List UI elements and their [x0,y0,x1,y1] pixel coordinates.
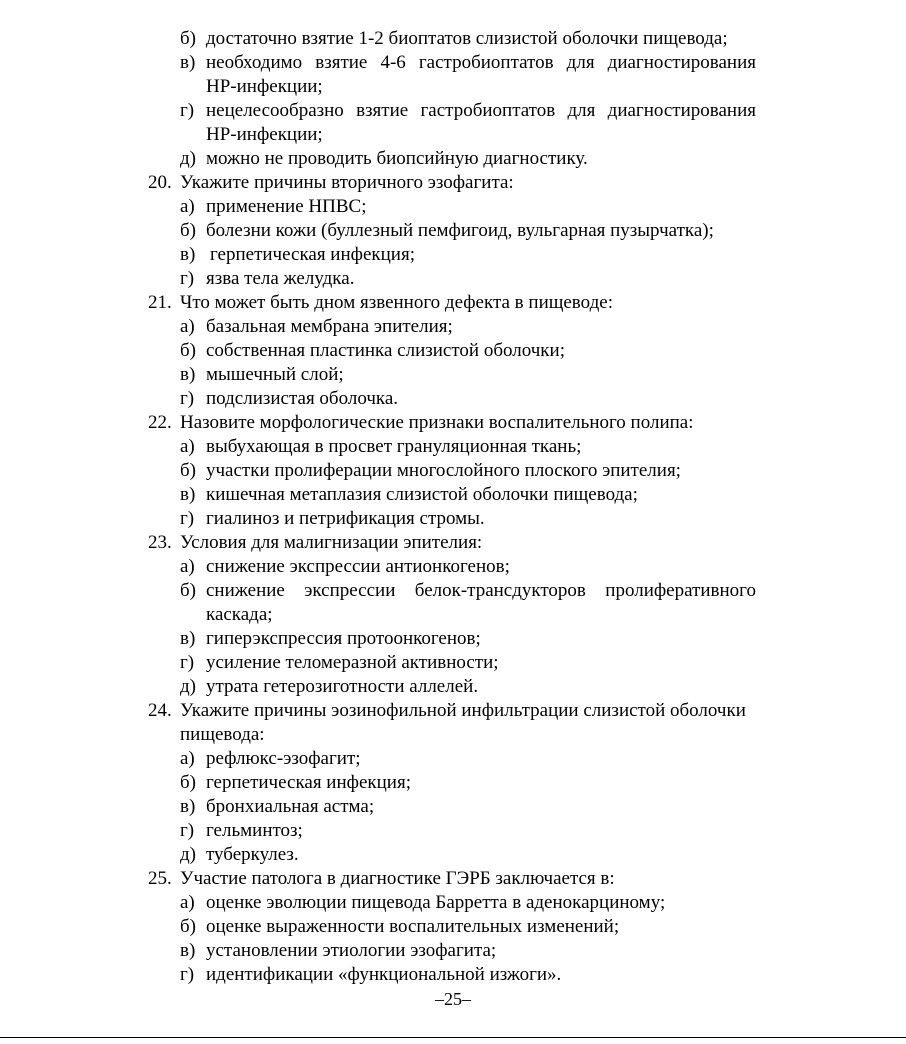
option-continuation [206,75,323,99]
question-text: пищевода: [180,724,265,745]
option-text: подслизистая оболочка. [206,388,399,409]
option-letter: г) [180,100,195,121]
option-text: достаточно взятие 1-2 биоптатов слизистой оболочки пищевода; [206,28,728,49]
option-line [180,99,756,123]
option-letter: б) [180,772,196,793]
option-letter: в) [180,484,196,505]
option-letter: б) [180,460,196,481]
option-text: герпетическая инфекция; [210,244,415,265]
option-letter: г) [180,388,195,409]
question-text: Укажите причины эозинофильной инфильтрации слизистой оболочки [180,700,746,721]
option-text: туберкулез. [206,844,299,865]
option-letter: г) [180,508,195,529]
option-letter: а) [180,556,195,577]
option-text: утрата гетерозиготности аллелей. [206,676,479,697]
question-line [148,171,514,195]
option-text: участки пролиферации многослойного плоского эпителия; [206,460,681,481]
option-continuation [206,123,323,147]
option-line [180,435,581,459]
option-text: необходимо взятие 4-6 гастробиоптатов для диагностирования [206,52,756,73]
option-letter: а) [180,748,195,769]
option-text: мышечный слой; [206,364,344,385]
bottom-rule [0,1037,906,1038]
question-line [148,699,746,723]
question-text: Условия для малигнизации эпителия: [180,532,483,553]
option-text: гиалиноз и петрификация стромы. [206,508,485,529]
option-line [180,483,638,507]
option-letter: в) [180,364,196,385]
option-letter: б) [180,340,196,361]
question-number: 23. [148,532,172,553]
question-text: Назовите морфологические признаки воспалительного полипа: [180,412,694,433]
option-text: герпетическая инфекция; [206,772,411,793]
option-text: гиперэкспрессия протоонкогенов; [206,628,481,649]
option-text: идентификации «функциональной изжоги». [206,964,562,985]
question-number: 20. [148,172,172,193]
option-text: рефлюкс-эзофагит; [206,748,361,769]
question-number: 25. [148,868,172,889]
option-line [180,219,714,243]
option-text: нецелесообразно взятие гастробиоптатов для диагностирования [206,100,756,121]
option-text: кишечная метаплазия слизистой оболочки пищевода; [206,484,638,505]
option-letter: г) [180,820,195,841]
option-text: применение НПВС; [206,196,367,217]
question-number: 21. [148,292,172,313]
option-line [180,267,354,291]
option-letter: в) [180,52,196,73]
option-letter: а) [180,892,195,913]
option-letter: а) [180,436,195,457]
option-line [180,843,299,867]
option-letter: в) [180,628,196,649]
option-letter: б) [180,220,196,241]
option-line [180,771,411,795]
option-line [180,315,453,339]
option-letter: д) [180,676,196,697]
question-number: 24. [148,700,172,721]
option-text: гельминтоз; [206,820,303,841]
option-letter: а) [180,316,195,337]
option-letter: д) [180,148,196,169]
option-letter: б) [180,28,196,49]
option-line [180,507,485,531]
question-line [148,291,613,315]
option-line [180,939,496,963]
question-line [148,411,694,435]
option-text: снижение экспрессии белок-трансдукторов пролиферативного [206,580,756,601]
page-number: –25– [435,989,471,1009]
option-text: выбухающая в просвет грануляционная ткань; [206,436,582,457]
question-text: Что может быть дном язвенного дефекта в пищеводе: [180,292,613,313]
option-letter: г) [180,964,195,985]
option-text: снижение экспрессии антионкогенов; [206,556,510,577]
option-letter: в) [180,244,196,265]
option-text: болезни кожи (буллезный пемфигоид, вульгарная пузырчатка); [206,220,714,241]
option-letter: в) [180,940,196,961]
option-letter: б) [180,916,196,937]
option-text: бронхиальная астма; [206,796,375,817]
option-line [180,819,303,843]
option-text: оценке выраженности воспалительных изменений; [206,916,620,937]
question-line [148,867,615,891]
option-text: оценке эволюции пищевода Барретта в аденокарциному; [206,892,666,913]
question-continuation [180,723,265,747]
option-text: НР-инфекции; [206,76,323,97]
option-continuation [206,603,273,627]
option-line [180,963,561,987]
option-line [180,27,728,51]
option-line [180,147,588,171]
option-letter: б) [180,580,196,601]
option-letter: в) [180,796,196,817]
question-number: 22. [148,412,172,433]
option-line [180,363,344,387]
option-text: можно не проводить биопсийную диагностику. [206,148,588,169]
option-letter: д) [180,844,196,865]
option-text: НР-инфекции; [206,124,323,145]
option-line [180,651,499,675]
option-line [180,243,415,267]
option-line [180,555,510,579]
option-line [180,627,481,651]
option-line [180,675,478,699]
question-text: Укажите причины вторичного эзофагита: [180,172,514,193]
question-line [148,531,482,555]
option-text: базальная мембрана эпителия; [206,316,453,337]
option-line [180,339,565,363]
option-letter: г) [180,652,195,673]
option-text: каскада; [206,604,273,625]
option-letter: а) [180,196,195,217]
option-text: установлении этиологии эзофагита; [206,940,497,961]
option-line [180,579,756,603]
option-text: усиление теломеразной активности; [206,652,499,673]
option-text: собственная пластинка слизистой оболочки; [206,340,565,361]
option-line [180,795,374,819]
option-letter: г) [180,268,195,289]
option-line [180,51,756,75]
option-line [180,915,619,939]
option-line [180,747,361,771]
question-text: Участие патолога в диагностике ГЭРБ заключается в: [180,868,615,889]
option-line [180,387,398,411]
option-text: язва тела желудка. [206,268,355,289]
option-line [180,195,366,219]
option-line [180,891,665,915]
option-line [180,459,681,483]
